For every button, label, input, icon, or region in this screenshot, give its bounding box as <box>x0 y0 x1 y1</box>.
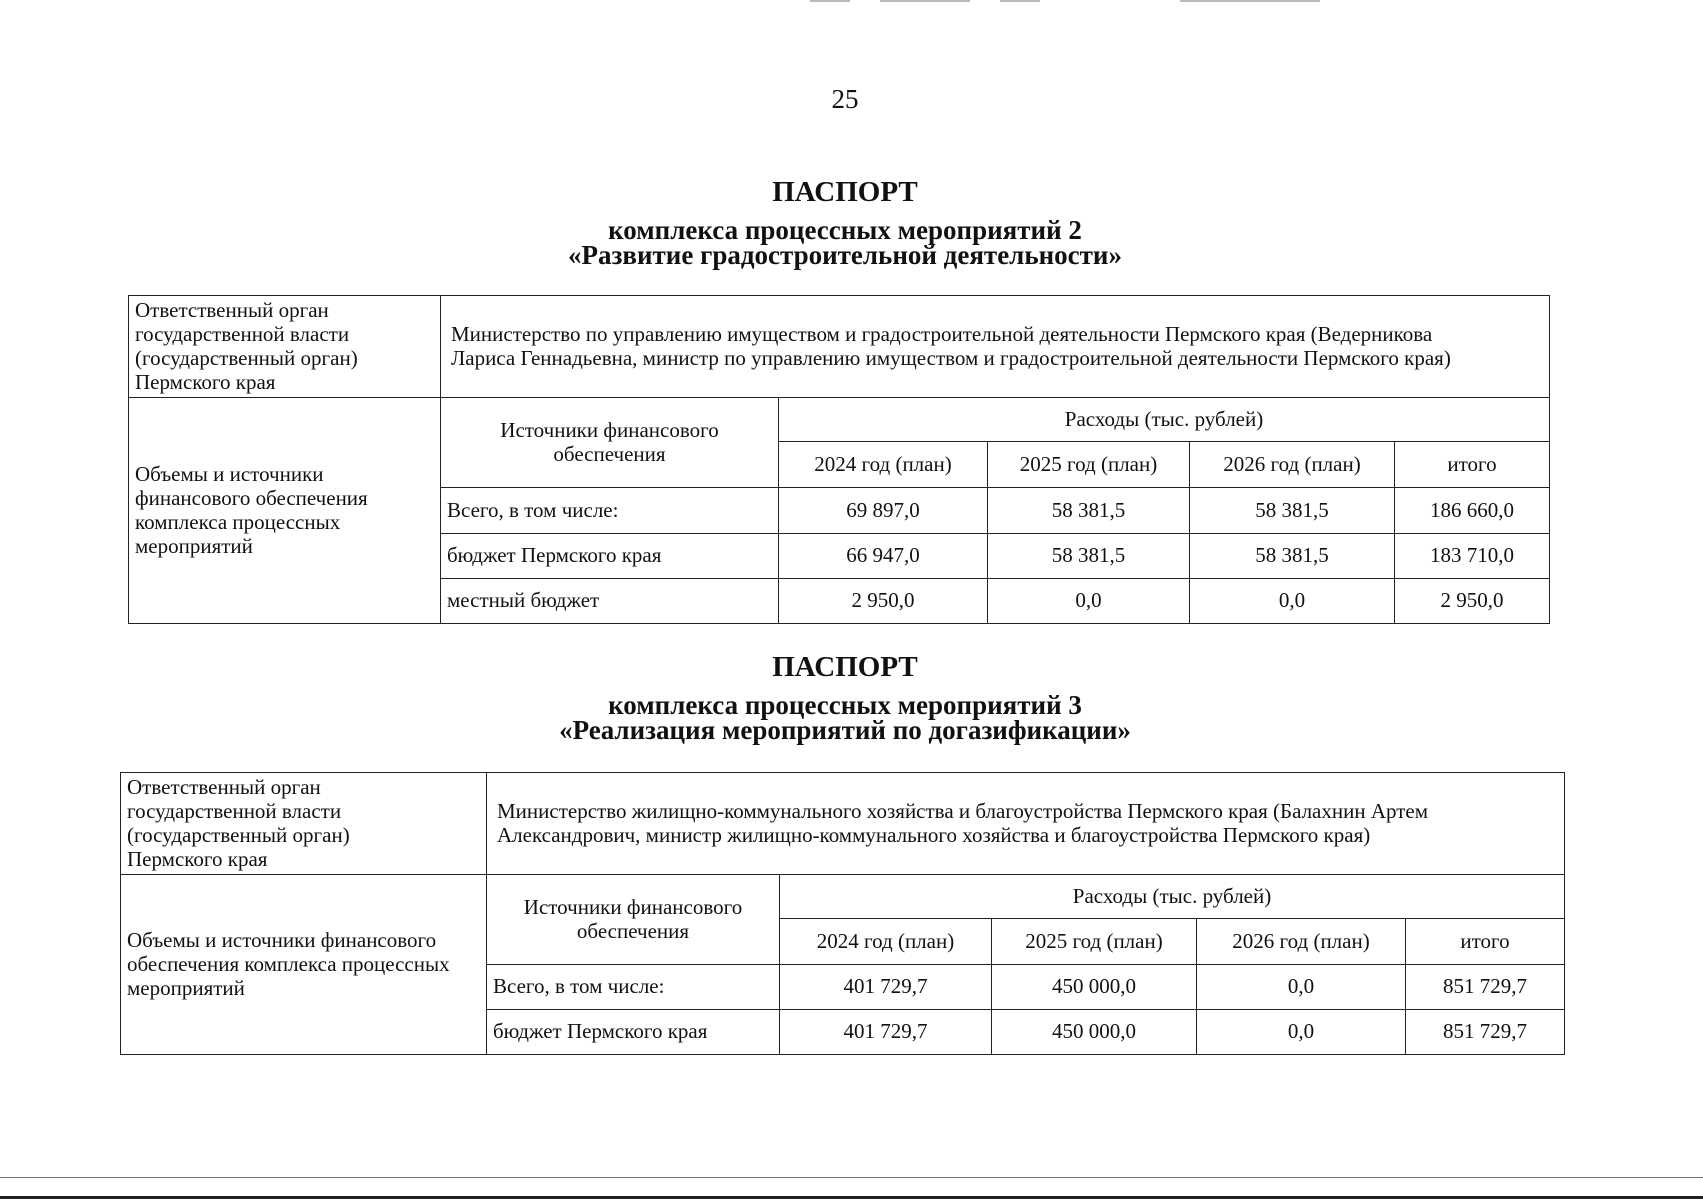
value-cell: 58 381,5 <box>988 487 1190 533</box>
year-header-2025: 2025 год (план) <box>988 441 1190 487</box>
value-cell: 69 897,0 <box>779 487 988 533</box>
finance-label-line: мероприятий <box>127 976 245 1001</box>
responsible-body-line: Александрович, министр жилищно-коммунального хозяйства и благоустройства Пермского края) <box>497 823 1371 848</box>
finance-label-line: Объемы и источники финансового <box>127 927 437 952</box>
source-cell: бюджет Пермского края <box>487 1009 780 1054</box>
sources-header-line: обеспечения <box>576 919 690 944</box>
value-cell: 0,0 <box>1197 964 1406 1009</box>
passport-2-subtitle-number: комплекса процессных мероприятий 2 <box>608 215 1082 245</box>
year-header-2026: 2026 год (план) <box>1190 441 1395 487</box>
finance-label-cell <box>121 874 487 1054</box>
year-header-2025: 2025 год (план) <box>992 918 1197 964</box>
value-cell: 58 381,5 <box>1190 487 1395 533</box>
year-header-2024: 2024 год (план) <box>779 441 988 487</box>
responsible-body-line: Лариса Геннадьевна, министр по управлению имуществом и градостроительной деятельности Пермского края) <box>451 346 1451 371</box>
year-header-2024: 2024 год (план) <box>780 918 992 964</box>
page-number: 25 <box>831 84 859 114</box>
value-cell: 2 950,0 <box>779 578 988 623</box>
responsible-label-cell <box>121 773 487 875</box>
responsible-label-line: Пермского края <box>135 370 276 395</box>
responsible-label-line: государственной власти <box>127 799 342 824</box>
responsible-label-line: Пермского края <box>127 847 268 872</box>
passport-2-subtitle-name: «Развитие градостроительной деятельности» <box>568 240 1122 270</box>
total-cell: 851 729,7 <box>1406 1009 1565 1054</box>
total-cell: 183 710,0 <box>1395 533 1550 578</box>
scan-edge-mark <box>1180 0 1320 2</box>
source-cell: бюджет Пермского края <box>441 533 779 578</box>
responsible-body-cell <box>441 296 1550 398</box>
passport-3-table <box>120 772 1565 1055</box>
sources-header-cell <box>441 397 779 487</box>
total-cell: 2 950,0 <box>1395 578 1550 623</box>
expenses-header: Расходы (тыс. рублей) <box>780 874 1565 918</box>
sources-header-line: Источники финансового <box>523 894 743 919</box>
finance-label-line: комплекса процессных <box>135 510 341 535</box>
scan-bottom-line <box>0 1196 1703 1199</box>
finance-label-cell <box>129 397 441 623</box>
scan-edge-mark <box>880 0 970 2</box>
source-cell: местный бюджет <box>441 578 779 623</box>
source-cell: Всего, в том числе: <box>441 487 779 533</box>
scan-bottom-line <box>0 1177 1703 1178</box>
finance-label-line: мероприятий <box>135 534 253 559</box>
scan-edge-mark <box>810 0 850 2</box>
year-header-2026: 2026 год (план) <box>1197 918 1406 964</box>
finance-label-line: обеспечения комплекса процессных <box>127 951 450 976</box>
total-header: итого <box>1395 441 1550 487</box>
value-cell: 58 381,5 <box>1190 533 1395 578</box>
responsible-label-line: Ответственный орган <box>127 775 321 799</box>
source-cell: Всего, в том числе: <box>487 964 780 1009</box>
finance-label-line: Объемы и источники <box>135 461 324 486</box>
value-cell: 450 000,0 <box>992 964 1197 1009</box>
total-cell: 851 729,7 <box>1406 964 1565 1009</box>
responsible-body-cell <box>487 773 1565 875</box>
passport-2-title: ПАСПОРТ <box>772 176 918 208</box>
total-cell: 186 660,0 <box>1395 487 1550 533</box>
value-cell: 58 381,5 <box>988 533 1190 578</box>
value-cell: 66 947,0 <box>779 533 988 578</box>
sources-header-line: обеспечения <box>553 442 666 467</box>
sources-header-line: Источники финансового <box>500 417 719 442</box>
value-cell: 450 000,0 <box>992 1009 1197 1054</box>
total-header: итого <box>1406 918 1565 964</box>
scan-edge-mark <box>1000 0 1040 2</box>
value-cell: 401 729,7 <box>780 1009 992 1054</box>
value-cell: 401 729,7 <box>780 964 992 1009</box>
responsible-label-line: Ответственный орган <box>135 298 329 322</box>
responsible-body-line: Министерство по управлению имуществом и градостроительной деятельности Пермского края (Ведерникова <box>451 322 1433 347</box>
responsible-body-line: Министерство жилищно-коммунального хозяйства и благоустройства Пермского края (Балахнин Артем <box>497 799 1429 824</box>
passport-2-table <box>128 295 1550 624</box>
value-cell: 0,0 <box>988 578 1190 623</box>
responsible-label-line: государственной власти <box>135 322 350 347</box>
responsible-label-line: (государственный орган) <box>127 823 350 848</box>
expenses-header: Расходы (тыс. рублей) <box>779 397 1550 441</box>
passport-3-title: ПАСПОРТ <box>772 651 918 683</box>
value-cell: 0,0 <box>1190 578 1395 623</box>
responsible-label-cell <box>129 296 441 398</box>
sources-header-cell <box>487 874 780 964</box>
passport-3-subtitle-name: «Реализация мероприятий по догазификации» <box>559 715 1131 745</box>
finance-label-line: финансового обеспечения <box>135 485 368 510</box>
passport-3-subtitle-number: комплекса процессных мероприятий 3 <box>608 690 1082 720</box>
responsible-label-line: (государственный орган) <box>135 346 358 371</box>
value-cell: 0,0 <box>1197 1009 1406 1054</box>
